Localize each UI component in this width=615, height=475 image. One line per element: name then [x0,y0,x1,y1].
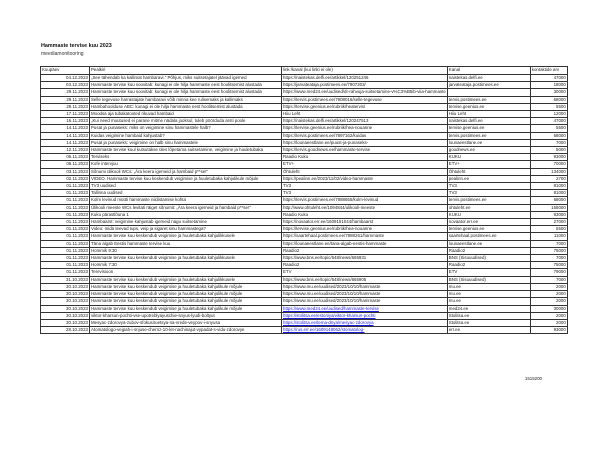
table-row [41,312,568,319]
cell-channel [447,89,530,96]
cell-link: https://tervis.postimees.ee/7888655/kolm-levinud [282,197,448,204]
cell-channel: Raadio2 [447,247,530,254]
cell-channel: jarvateataja.postimees.ee [447,82,530,89]
cell-contacts: 2000 [530,312,567,319]
document-subtitle: meediamonitooring [41,51,84,57]
cell-title: VIDEO. Hammaste tervise kuu keskendub veigimise ja huuletubaka kahjulikule mõjule [90,175,282,182]
cell-link: https://naistekas.delfi.ee/artikkel/120247513 [282,118,448,125]
contacts-total: 1515200 [524,376,542,381]
cell-date: 29.11.2023 [41,96,90,103]
cell-link: https://novaator.err.ee/1609151044/hambaarst [282,219,448,226]
cell-contacts: 70000 [530,161,567,168]
cell-channel: goodnews.ee [447,147,530,154]
cell-link: Raadio Kuku [282,154,448,161]
cell-channel: med24.ee [447,305,530,312]
cell-channel: tervise.geenius.ee [447,226,530,233]
cell-link: https://tervise.geenius.ee/rubriik/hea-nouanne [282,125,448,132]
cell-contacts: 30000 [530,305,567,312]
cell-date: 28.10.2023 [41,327,90,334]
cell-title: Moodsa aja tubakatooted rikuvad hambaid [90,111,282,118]
table-row [41,103,568,110]
cell-link: Raadio Kuku [282,211,448,218]
cell-title: Kolm levinud müüti hammaste niidistamise kohta [90,197,282,204]
cell-channel: ETV+ [447,161,530,168]
cell-channel: saartehaal.postimees.ee [447,233,530,240]
cell-link: http://www.ohtuleht.ee/1094844/ulikooli-meeste [282,204,448,211]
cell-channel: naistekas.delfi.ee [447,118,530,125]
cell-title: Kuidas veigimine hambaid kahjustab? [90,132,282,139]
cell-contacts: 68000 [530,96,567,103]
cell-channel: tervis.postimees.ee [447,197,530,204]
cell-date: 06.11.2023 [41,161,90,168]
cell-contacts: 7000 [530,255,567,262]
table-row [41,147,568,154]
hyperlink[interactable]: https://stolitsa.ee/tema-dnya/mesyac-zdorovya [283,319,374,325]
cell-link: TV3 [282,183,448,190]
cell-link: https://www.mu.ee/uudised/2023/10/10/hammaste [282,291,448,298]
table-row [41,327,568,334]
cell-link: Hiiu Leht [282,111,448,118]
table-row [41,240,568,247]
cell-contacts: 5500 [530,226,567,233]
document-title: Hammaste tervise kuu 2023 [41,43,112,49]
cell-contacts: 47000 [530,75,567,82]
cell-title: TV3 uudised [90,183,282,190]
table-row [41,298,568,305]
hyperlink[interactable]: https://stolitsa.ee/estoniya/viktor-kharsun-pochti [283,312,376,318]
cell-title: Hammaste tervise kuu keskendub veigimise ja huuletubaka kahjulikule mõjule [90,283,282,290]
table-row [41,89,568,96]
cell-title: Terevisioon [90,269,282,276]
table-row [41,233,568,240]
cell-link: Raadio2 [282,262,448,269]
cell-link: Õhtuleht [282,168,448,175]
cell-title: Hambahoolduse ABC: kunagi ei ole hilja hammaste eest hoolitsemist alustada [90,103,282,110]
cell-contacts: 93000 [530,211,567,218]
cell-date: 14.11.2023 [41,125,90,132]
cell-link: https://saartehaal.postimees.ee/7888261/hammaste [282,233,448,240]
cell-date: 16.11.2023 [41,118,90,125]
cell-date: 01.11.2023 [41,197,90,204]
cell-title: Hammaste tervise kuu keskendub veigimise ja huuletubaka kahjulikule mõjule [90,298,282,305]
table-row [41,161,568,168]
cell-title: Sõnumi ülikooli WCs: „Ära keera igemeid ja hambaid p**se!" [90,168,282,175]
header-link: link /kanal (kui linki ei ole) [282,67,448,75]
cell-link: https://tervis.goodnews.ee/hammaste-tervise [282,147,448,154]
cell-title: Hammaste tervise kuu soovitab: kunagi ei ole hilja hammaste eest hoolitsemist alustada [90,89,282,96]
cell-link: TV3 [282,190,448,197]
cell-contacts: 7000 [530,139,567,146]
cell-title: Pusat ja punaseks: miks on veigimine sinu hammastele halb? [90,125,282,132]
cell-title: Video: mida teevad tups, veip ja sigaret sinu hammastega? [90,226,282,233]
cell-date: 12.11.2023 [41,147,90,154]
cell-date: 06.11.2023 [41,154,90,161]
cell-title: Hammaste tervise kuu keskendub veigimise ja huuletubaka kahjulikule mõjule [90,291,282,298]
cell-contacts: 2700 [530,175,567,182]
cell-contacts: 30000 [530,89,567,96]
table-row [41,168,568,175]
cell-date: 14.11.2023 [41,132,90,139]
table-row [41,118,568,125]
cell-contacts: 12000 [530,111,567,118]
cell-contacts: 7000 [530,276,567,283]
cell-date: 01.11.2023 [41,183,90,190]
cell-contacts: 75000 [530,247,567,254]
table-row [41,96,568,103]
cell-contacts: 134000 [530,168,567,175]
cell-title: Hammaste tervise kuu keskendub veigimise ja huuletubaka kahjulikule mõjule [90,305,282,312]
cell-channel: novaator.err.ee [447,219,530,226]
cell-title: Kuku pärastlõuna 1 [90,211,282,218]
cell-date: 30.10.2023 [41,319,90,326]
cell-link: https://jarvateataja.postimees.ee/7907203/ [282,82,448,89]
table-row [41,139,568,146]
cell-link: https://www.mu.ee/uudised/2023/10/10/hammaste [282,298,448,305]
table-row [41,204,568,211]
cell-title: Ülikooli meeste WCs levitati räiget sõnumit: „Ära keera igemeid ja hambaid p**se!" [90,204,282,211]
header-channel: Kanal [447,67,530,75]
cell-date: 01.11.2023 [41,262,90,269]
cell-contacts: 2000 [530,298,567,305]
cell-link: https://www.med24.ee/uudised/dr-rahvuja-suitsetamine-v%C3%B5ib-viia-hammaste [283,89,446,95]
cell-date: 30.10.2023 [41,283,90,290]
cell-channel: KUKU [447,211,530,218]
cell-title: Hammaste tervise kuu soovitab: kunagi ei ole hilja hammaste eest hoolitsemist alustada [90,82,282,89]
table-row [41,291,568,298]
table-row [41,183,568,190]
cell-link: ETV+ [282,161,448,168]
cell-contacts: 7000 [530,240,567,247]
cell-title: Mesyac-zdorovya-zubov-sfokusiruetsya-na-vrede-veypov-i-snyusa [90,319,282,326]
hyperlink[interactable]: https://www.med24.ee/uudised/hammaste-tervise [283,305,379,311]
hyperlink[interactable]: https://rus.err.ee/1609148062/stomatolog- [283,327,365,333]
cell-date: 17.11.2023 [41,111,90,118]
table-row [41,262,568,269]
cell-date: 29.11.2023 [41,103,90,110]
cell-date: 01.11.2023 [41,255,90,262]
cell-link: https://www.bns.ee/topic/648/news/665931 [282,255,448,262]
table-row [41,226,568,233]
cell-channel: mu.ee [447,298,530,305]
table-row [41,283,568,290]
cell-title: Atomatologo-vejpah-i-snjuse-chernz-10-let-nachinajut-vypadat-s-vidu-zdorovye [90,327,282,334]
cell-title: Hammaste tervise kuu keskendub veigimise ja huuletubaka kahjulikkusele [90,233,282,240]
cell-channel: tervis.postimees.ee [447,96,530,103]
header-contacts: kontaktide arv [530,67,567,75]
cell-channel: BNS (Sisuuudised) [447,255,530,262]
cell-contacts: 68000 [530,197,567,204]
cell-channel: mu.ee [447,291,530,298]
cell-title: Hommik 9:30 [90,247,282,254]
cell-date: 01.11.2023 [41,226,90,233]
cell-contacts: 27000 [530,219,567,226]
cell-channel: pealinn.ee [447,175,530,182]
cell-link: https://pealinn.ee/2023/11/02/video-hammaste [282,175,448,182]
table-row [41,211,568,218]
table-row [41,319,568,326]
cell-link: https://lounaeestlane.ee/puust-ja-punaseks- [282,139,448,146]
cell-channel: ETV [447,269,530,276]
cell-title: Hammaste tervise kuu keskendub veigimise ja huuletubaka kahjulikkusele [90,276,282,283]
cell-link: https://tervis.postimees.ee/7897162/kuidas [282,132,448,139]
cell-channel: mu.ee [447,283,530,290]
cell-title: Hommik 7:30 [90,262,282,269]
table-row [41,219,568,226]
cell-date: 31.10.2023 [41,276,90,283]
cell-date: 01.11.2023 [41,240,90,247]
table-row [41,269,568,276]
cell-contacts: 93000 [530,327,567,334]
table-row [41,111,568,118]
header-date: Kuupäev [41,67,90,75]
cell-contacts: 68000 [530,132,567,139]
cell-title: „See tähendab ka kallimat hambaravi." Põhjus, miks suitsetajatel jäävad igemed [90,75,282,82]
table-row [41,190,568,197]
cell-title: Hambaarst: veigimine kahjustab igemeid nagu suitsetamine [90,219,282,226]
cell-link: https://lounaeestlane.ee/tana-algab-eestis-hammaste [282,240,448,247]
table-row [41,197,568,204]
cell-link: https://tervise.geenius.ee/rubriik/heatervis/ [282,103,448,110]
cell-contacts: 155000 [530,204,567,211]
cell-contacts: 18000 [530,82,567,89]
cell-link: Raadio2 [282,247,448,254]
media-monitoring-table [40,66,568,334]
table-row [41,75,568,82]
table-row [41,276,568,283]
cell-contacts: 11000 [530,233,567,240]
cell-title: Hammaste tervise kuu keskendub veigimise ja huuletubaka kahjulikkusele [90,255,282,262]
cell-contacts: 2000 [530,283,567,290]
table-row [41,255,568,262]
cell-date: 03.12.2023 [41,82,90,89]
cell-link: https://naistekas.delfi.ee/artikkel/120251246 [282,75,448,82]
cell-channel: lounaeestlane.ee [447,240,530,247]
cell-contacts: 93000 [530,154,567,161]
table-header-row [41,67,568,75]
cell-link[interactable] [282,327,448,334]
cell-title: Kofe intervjuu [90,161,282,168]
cell-link[interactable] [282,319,448,326]
cell-title: Täna algab Eestis hammaste tervise kuu [90,240,282,247]
cell-channel: Hiiu Leht [447,111,530,118]
cell-channel: KUKU [447,154,530,161]
table-row [41,305,568,312]
cell-channel: BNS (Sisuuudised) [447,276,530,283]
cell-date: 01.11.2023 [41,204,90,211]
cell-contacts: 81000 [530,183,567,190]
table-row [41,154,568,161]
cell-link: https://www.bns.ee/topic/648/news/665905 [282,276,448,283]
cell-channel: tervis.postimees.ee [447,132,530,139]
table-row [41,82,568,89]
cell-contacts: 81000 [530,190,567,197]
cell-link: https://tervis.postimees.ee/7908016/selle-tegevuse [282,96,448,103]
table-row [41,175,568,182]
cell-date: 01.11.2023 [41,219,90,226]
cell-link: ETV [282,269,448,276]
cell-channel: err.ee [447,327,530,334]
cell-title: Pusat ja punaseks: veigimine on halb sinu hammastele [90,139,282,146]
cell-date: 14.11.2023 [41,139,90,146]
cell-channel: Stolitsa.ee [447,319,530,326]
cell-contacts: 47000 [530,118,567,125]
cell-title: Selle tegevuse harrastajate hambaravi võib minna kee rulisemaks ja kallimaks [90,96,282,103]
cell-date: 01.11.2023 [41,211,90,218]
table-row [41,247,568,254]
cell-channel: ohtuleht.ee [447,204,530,211]
cell-channel: naistekas.delfi.ee [447,75,530,82]
cell-title: „Kui need muutused ei parane mitme nädala jooksul, tuleb pöörduda arsti poole [90,118,282,125]
cell-channel: tervise.geenius.ee [447,103,530,110]
cell-date: 01.11.2023 [41,233,90,240]
table-row [41,132,568,139]
table-row [41,125,568,132]
cell-contacts: 5500 [530,103,567,110]
cell-date: 04.12.2023 [41,75,90,82]
cell-date: 30.10.2023 [41,305,90,312]
cell-contacts: 2000 [530,291,567,298]
cell-date: 01.11.2023 [41,190,90,197]
cell-title: Hammaste tervise kuul kutsutakse üles lõpetama suitsetamine, veigimine ja huuletubaka [90,147,282,154]
cell-date: 02.11.2023 [41,175,90,182]
cell-channel: TV3 [447,190,530,197]
header-title: Pealkiri [90,67,282,75]
cell-date: 01.11.2023 [41,247,90,254]
cell-channel: TV3 [447,183,530,190]
cell-channel: Õhtuleht [447,168,530,175]
cell-channel: Stolitsa.ee [447,312,530,319]
cell-date: 30.10.2023 [41,312,90,319]
cell-contacts: 75000 [530,262,567,269]
cell-channel: lounaeestlane.ee [447,139,530,146]
cell-date: 30.10.2023 [41,291,90,298]
cell-contacts: 5000 [530,147,567,154]
cell-link[interactable] [282,305,448,312]
cell-channel: tervise.geenius.ee [447,125,530,132]
cell-date: 30.10.2023 [41,298,90,305]
cell-title: Tallinna uudised [90,190,282,197]
cell-contacts: 79000 [530,269,567,276]
cell-date: 29.11.2023 [41,89,90,96]
cell-link[interactable] [282,312,448,319]
cell-link: https://www.mu.ee/uudised/2023/10/10/hammaste [282,283,448,290]
cell-link: https://tervise.geenius.ee/rubriik/hea-nouanne [282,226,448,233]
cell-contacts: 2000 [530,319,567,326]
cell-contacts: 5500 [530,125,567,132]
cell-date: 03.11.2023 [41,168,90,175]
cell-date: 01.11.2023 [41,269,90,276]
cell-channel: Raadio2 [447,262,530,269]
cell-title: viktor-kharsun-pochti-vse-upotreblyayuschie-snyus-lyudi-boltyut [90,312,282,319]
cell-title: Terviseks [90,154,282,161]
